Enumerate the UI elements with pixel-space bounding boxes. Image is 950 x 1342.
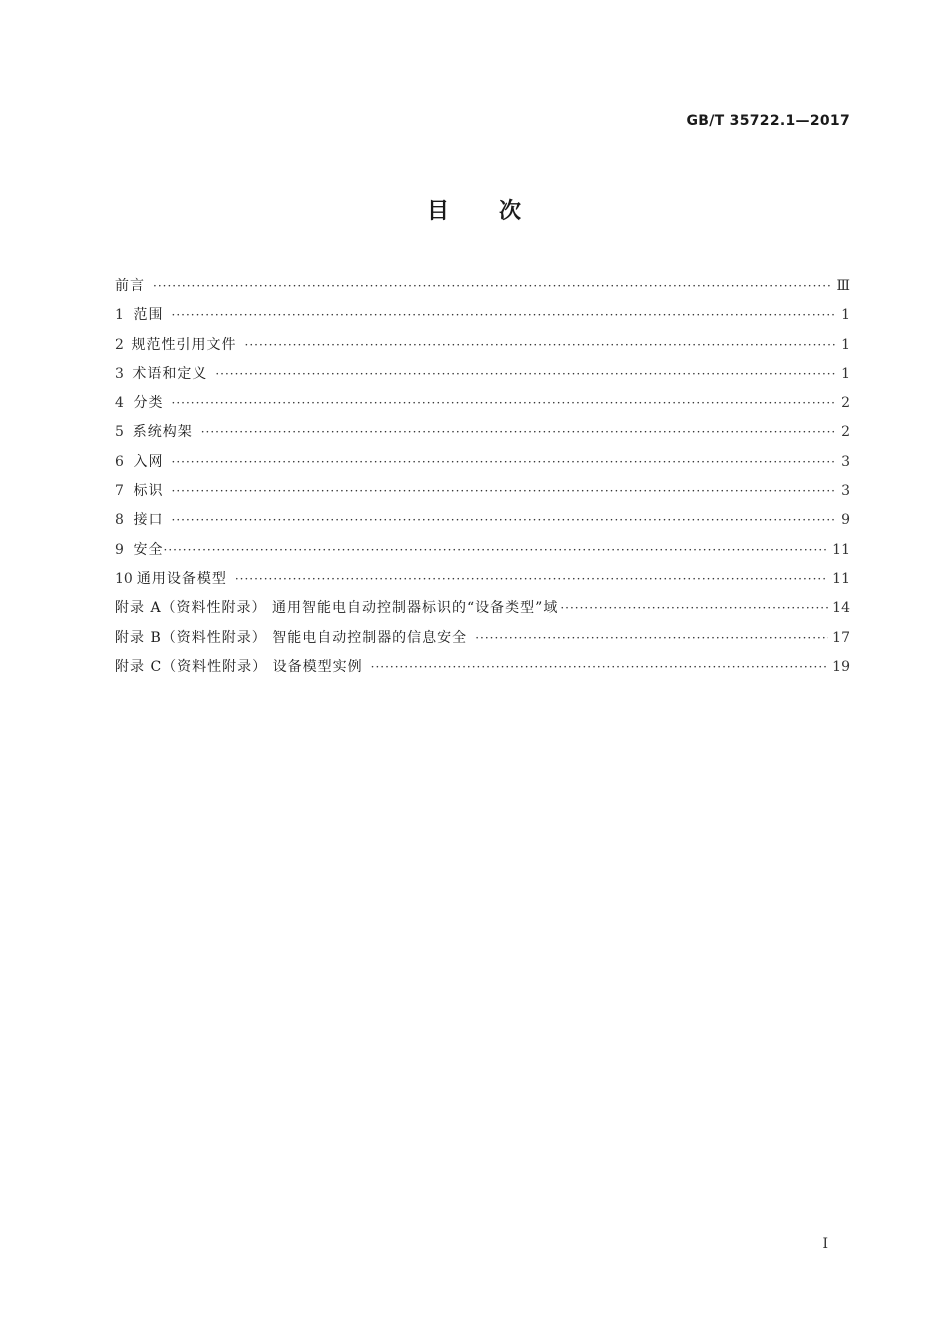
toc-entry-annex-b[interactable] — [115, 624, 850, 653]
toc-entry-label: 标识 — [133, 483, 164, 500]
toc-entry-number: 2 — [115, 336, 124, 353]
table-of-contents — [115, 272, 850, 682]
toc-entry-number: 5 — [115, 424, 124, 441]
standard-code: GB/T 35722.1—2017 — [686, 113, 850, 129]
toc-entry-page: 2 — [841, 395, 850, 412]
toc-leader-dots — [172, 477, 836, 506]
toc-entry-number: 4 — [115, 395, 124, 412]
toc-entry-annex-c[interactable] — [115, 653, 850, 682]
toc-leader-dots — [201, 418, 836, 447]
toc-entry-number: 6 — [115, 453, 124, 470]
toc-entry-7[interactable] — [115, 477, 850, 506]
toc-leader-dots — [475, 624, 828, 653]
toc-entry-number: 1 — [115, 307, 124, 324]
toc-leader-dots — [153, 272, 832, 301]
toc-leader-dots — [245, 331, 836, 360]
toc-entry-label: 附录 C（资料性附录） 设备模型实例 — [115, 658, 363, 675]
toc-leader-dots — [560, 594, 828, 623]
title-char-1: 目 — [426, 199, 451, 224]
toc-entry-page: 11 — [832, 570, 850, 587]
toc-entry-label: 安全 — [133, 541, 164, 558]
toc-leader-dots — [164, 536, 829, 565]
toc-entry-8[interactable] — [115, 506, 850, 535]
toc-entry-label: 规范性引用文件 — [131, 336, 237, 353]
toc-entry-number: 7 — [115, 483, 124, 500]
toc-entry-foreword[interactable] — [115, 272, 850, 301]
toc-entry-page: 1 — [841, 336, 850, 353]
toc-entry-4[interactable] — [115, 389, 850, 418]
toc-entry-number: 9 — [115, 541, 124, 558]
toc-entry-label: 附录 B（资料性附录） 智能电自动控制器的信息安全 — [115, 629, 468, 646]
toc-entry-label: 入网 — [133, 453, 164, 470]
toc-entry-page: 1 — [841, 307, 850, 324]
toc-entry-page: 14 — [832, 600, 850, 617]
toc-entry-page: 2 — [841, 424, 850, 441]
toc-entry-2[interactable] — [115, 331, 850, 360]
toc-entry-3[interactable] — [115, 360, 850, 389]
page-title — [0, 194, 950, 225]
toc-entry-number: 10 — [115, 570, 133, 587]
toc-leader-dots — [172, 506, 836, 535]
toc-entry-5[interactable] — [115, 418, 850, 447]
toc-entry-annex-a[interactable] — [115, 594, 850, 623]
toc-entry-label: 系统构架 — [132, 424, 193, 441]
toc-entry-page: 1 — [841, 365, 850, 382]
toc-leader-dots — [172, 448, 836, 477]
toc-entry-label: 分类 — [133, 395, 164, 412]
toc-entry-label: 前言 — [115, 278, 145, 294]
toc-entry-page: 11 — [832, 541, 850, 558]
toc-entry-label: 附录 A（资料性附录） 通用智能电自动控制器标识的“设备类型”域 — [115, 600, 559, 617]
toc-entry-page: 3 — [841, 483, 850, 500]
toc-leader-dots — [371, 653, 829, 682]
toc-leader-dots — [235, 565, 828, 594]
toc-leader-dots — [172, 389, 836, 418]
toc-entry-label: 范围 — [133, 307, 164, 324]
toc-entry-label: 接口 — [133, 512, 164, 529]
toc-entry-page: 3 — [841, 453, 850, 470]
toc-entry-page: 19 — [832, 658, 850, 675]
toc-entry-label: 术语和定义 — [132, 365, 208, 382]
toc-leader-dots — [172, 301, 836, 330]
toc-entry-page: 17 — [832, 629, 850, 646]
toc-entry-page: Ⅲ — [836, 278, 850, 294]
toc-entry-10[interactable] — [115, 565, 850, 594]
toc-entry-6[interactable] — [115, 448, 850, 477]
toc-entry-page: 9 — [841, 512, 850, 529]
toc-entry-number: 3 — [115, 365, 124, 382]
toc-entry-number: 8 — [115, 512, 124, 529]
toc-entry-1[interactable] — [115, 301, 850, 330]
title-char-2: 次 — [499, 199, 524, 224]
toc-leader-dots — [215, 360, 836, 389]
page-number: I — [822, 1236, 828, 1252]
toc-entry-9[interactable] — [115, 536, 850, 565]
toc-entry-label: 通用设备模型 — [136, 570, 227, 587]
